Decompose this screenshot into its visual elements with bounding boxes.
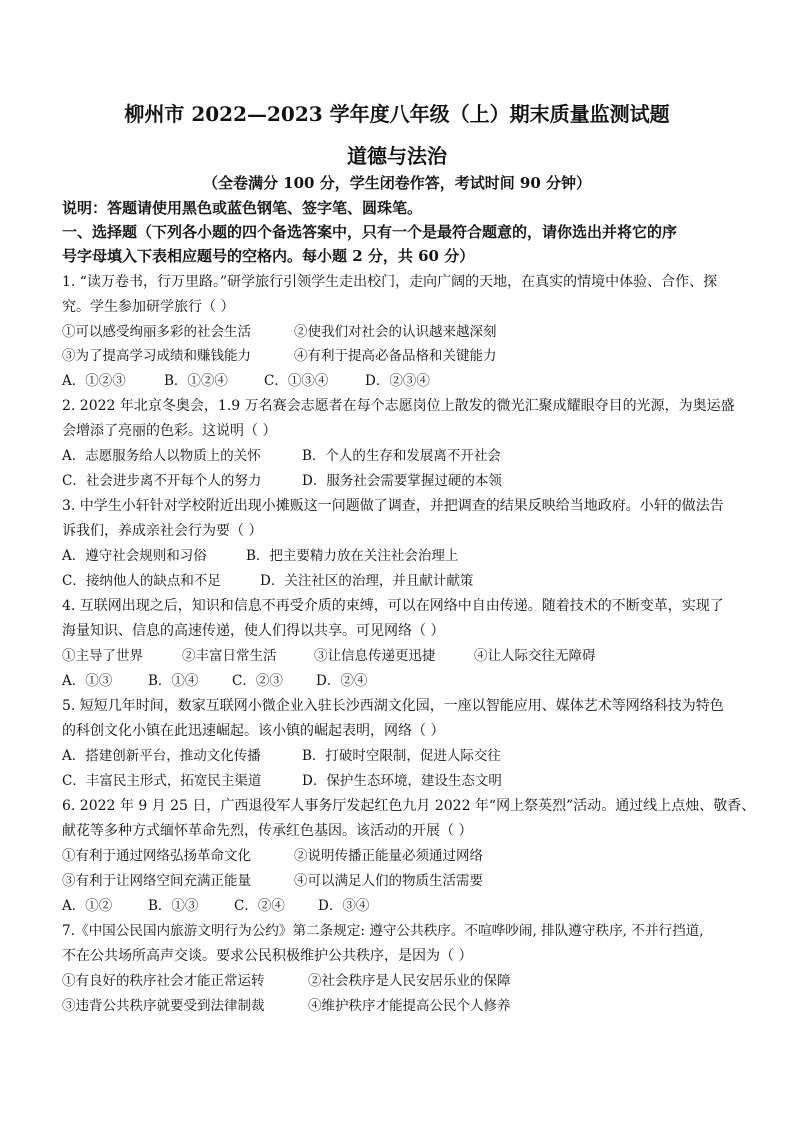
q1-option-a[interactable]: A．①②③ bbox=[62, 373, 126, 389]
q1-option-c[interactable]: C．①③④ bbox=[264, 373, 329, 389]
q1-statement-2: ②使我们对社会的认识越来越深刻 bbox=[294, 324, 497, 340]
q6-option-d[interactable]: D．③④ bbox=[318, 898, 370, 914]
q1-option-b[interactable]: B．①②④ bbox=[164, 373, 228, 389]
instructions-note: 说明：答题请使用黑色或蓝色钢笔、签字笔、圆珠笔。 bbox=[62, 199, 423, 217]
q1-statement-1: ①可以感受绚丽多彩的社会生活 bbox=[62, 324, 251, 340]
q2-option-c[interactable]: C．社会进步离不开每个人的努力 bbox=[62, 473, 262, 489]
q6-option-a[interactable]: A．①② bbox=[62, 898, 113, 914]
q6-statement-1: ①有利于通过网络弘扬革命文化 bbox=[62, 848, 251, 864]
q2-option-b[interactable]: B．个人的生存和发展离不开社会 bbox=[302, 448, 501, 464]
q3-option-b[interactable]: B．把主要精力放在关注社会治理上 bbox=[246, 548, 459, 564]
q6-option-b[interactable]: B．①③ bbox=[148, 898, 199, 914]
q3-stem-line2: 诉我们，养成亲社会行为要（ ） bbox=[62, 523, 263, 539]
q7-statement-2: ②社会秩序是人民安居乐业的保障 bbox=[308, 973, 511, 989]
q4-statement-3: ③让信息传递更迅捷 bbox=[314, 648, 436, 664]
q4-option-d[interactable]: D．②④ bbox=[316, 673, 368, 689]
q2-option-a[interactable]: A．志愿服务给人以物质上的关怀 bbox=[62, 448, 261, 464]
q1-stem-line1: 1. “读万卷书，行万里路。”研学旅行引领学生走出校门，走向广阔的天地，在真实的情境中体验、合作、探 bbox=[62, 274, 718, 290]
q4-statement-1: ①主导了世界 bbox=[62, 648, 143, 664]
q7-statement-4: ④维护秩序才能提高公民个人修养 bbox=[308, 998, 511, 1014]
q3-option-c[interactable]: C．接纳他人的缺点和不足 bbox=[62, 573, 221, 589]
q4-option-b[interactable]: B．①④ bbox=[148, 673, 199, 689]
q7-stem-line1: 7.《中国公民国内旅游文明行为公约》第二条规定: 遵守公共秩序。不喧哗吵闹, 排队遵守秩序, 不并行挡道, bbox=[62, 923, 704, 939]
q6-statement-2: ②说明传播正能量必须通过网络 bbox=[294, 848, 483, 864]
q1-option-d[interactable]: D．②③④ bbox=[365, 373, 430, 389]
exam-title: 柳州市 2022—2023 学年度八年级（上）期末质量监测试题 bbox=[124, 102, 670, 126]
q4-statement-2: ②丰富日常生活 bbox=[182, 648, 277, 664]
q4-stem-line2: 海量知识、信息的高速传递，使人们得以共享。可见网络（ ） bbox=[62, 623, 445, 639]
q6-stem-line2: 献花等多种方式缅怀革命先烈，传承红色基因。该活动的开展（ ） bbox=[62, 823, 473, 839]
q7-stem-line2: 不在公共场所高声交谈。要求公民积极维护公共秩序，是因为（ ） bbox=[62, 948, 473, 964]
q4-option-c[interactable]: C．②③ bbox=[232, 673, 283, 689]
q4-option-a[interactable]: A．①③ bbox=[62, 673, 113, 689]
q2-stem-line1: 2. 2022 年北京冬奥会，1.9 万名赛会志愿者在每个志愿岗位上散发的微光汇聚成耀眼夺目的光源，为奥运盛 bbox=[62, 398, 735, 414]
q2-option-d[interactable]: D．服务社会需要掌握过硬的本领 bbox=[302, 473, 502, 489]
q5-stem-line1: 5. 短短几年时间，数家互联网小微企业入驻长沙西湖文化园，一座以智能应用、媒体艺术等网络科技为特色 bbox=[62, 698, 724, 714]
q2-stem-line2: 会增添了亮丽的色彩。这说明（ ） bbox=[62, 423, 277, 439]
q5-stem-line2: 的科创文化小镇在此迅速崛起。该小镇的崛起表明，网络（ ） bbox=[62, 723, 445, 739]
q1-statement-3: ③为了提高学习成绩和赚钱能力 bbox=[62, 348, 251, 364]
q5-option-d[interactable]: D．保护生态环境，建设生态文明 bbox=[302, 773, 502, 789]
q5-option-a[interactable]: A．搭建创新平台，推动文化传播 bbox=[62, 748, 261, 764]
q3-option-d[interactable]: D．关注社区的治理，并且献计献策 bbox=[260, 573, 474, 589]
q1-statement-4: ④有利于提高必备品格和关键能力 bbox=[294, 348, 497, 364]
q6-option-c[interactable]: C．②④ bbox=[234, 898, 285, 914]
exam-info: （全卷满分 100 分，学生闭卷作答，考试时间 90 分钟） bbox=[202, 174, 592, 192]
q5-option-c[interactable]: C．丰富民主形式，拓宽民主渠道 bbox=[62, 773, 262, 789]
q4-stem-line1: 4. 互联网出现之后，知识和信息不再受介质的束缚，可以在网络中自由传递。随着技术的不断变革，实现了 bbox=[62, 598, 724, 614]
section-heading-line1: 一、选择题（下列各小题的四个备选答案中，只有一个是最符合题意的，请你选出并将它的序 bbox=[62, 223, 678, 241]
q7-statement-3: ③违背公共秩序就要受到法律制裁 bbox=[62, 998, 265, 1014]
q6-stem-line1: 6. 2022 年 9 月 25 日，广西退役军人事务厅发起红色九月 2022 年“网上祭英烈”活动。通过线上点烛、敬香、 bbox=[62, 798, 756, 814]
q6-statement-3: ③有利于让网络空间充满正能量 bbox=[62, 873, 251, 889]
q5-option-b[interactable]: B．打破时空限制，促进人际交往 bbox=[302, 748, 501, 764]
q3-stem-line1: 3. 中学生小轩针对学校附近出现小摊贩这一问题做了调查，并把调查的结果反映给当地政府。小轩的做法告 bbox=[62, 498, 724, 514]
q3-option-a[interactable]: A．遵守社会规则和习俗 bbox=[62, 548, 207, 564]
subject-title: 道德与法治 bbox=[347, 144, 447, 168]
section-heading-line2: 号字母填入下表相应题号的空格内。每小题 2 分，共 60 分） bbox=[62, 247, 475, 265]
q6-statement-4: ④可以满足人们的物质生活需要 bbox=[294, 873, 483, 889]
q4-statement-4: ④让人际交往无障碍 bbox=[474, 648, 596, 664]
q7-statement-1: ①有良好的秩序社会才能正常运转 bbox=[62, 973, 265, 989]
q1-stem-line2: 究。学生参加研学旅行（ ） bbox=[62, 299, 235, 315]
